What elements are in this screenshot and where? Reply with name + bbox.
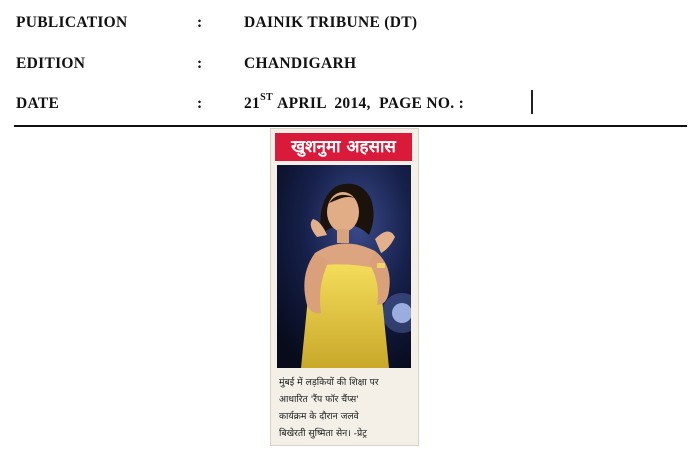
date-day-suffix: ST [260, 92, 273, 103]
photo-illustration [277, 165, 411, 368]
header-divider [14, 125, 687, 127]
edition-label: EDITION [16, 55, 86, 72]
date-separator: : [197, 95, 203, 112]
date-value [244, 92, 465, 113]
clipping-caption [279, 374, 413, 442]
clipping-photo [277, 165, 411, 368]
caption-line: मुंबई में लड़कियों की शिक्षा पर [279, 377, 379, 388]
edition-separator: : [197, 55, 203, 72]
edition-value: CHANDIGARH [244, 55, 357, 72]
date-label: DATE [16, 95, 60, 112]
clipping-headline: खुशनुमा अहसास [275, 133, 412, 161]
caption-line: आधारित 'रैंप फॉर चैंप्स' [279, 394, 359, 405]
caption-line: बिखेरती सुष्मिता सेन। -प्रेट्र [279, 428, 367, 439]
publication-separator: : [197, 14, 203, 31]
date-rest: APRIL 2014, PAGE NO. : [277, 95, 465, 112]
date-day: 21 [244, 95, 261, 112]
handwritten-page-mark [531, 90, 533, 114]
publication-value: DAINIK TRIBUNE (DT) [244, 14, 418, 31]
caption-line: कार्यक्रम के दौरान जलवे [279, 411, 359, 422]
publication-label: PUBLICATION [16, 14, 128, 31]
